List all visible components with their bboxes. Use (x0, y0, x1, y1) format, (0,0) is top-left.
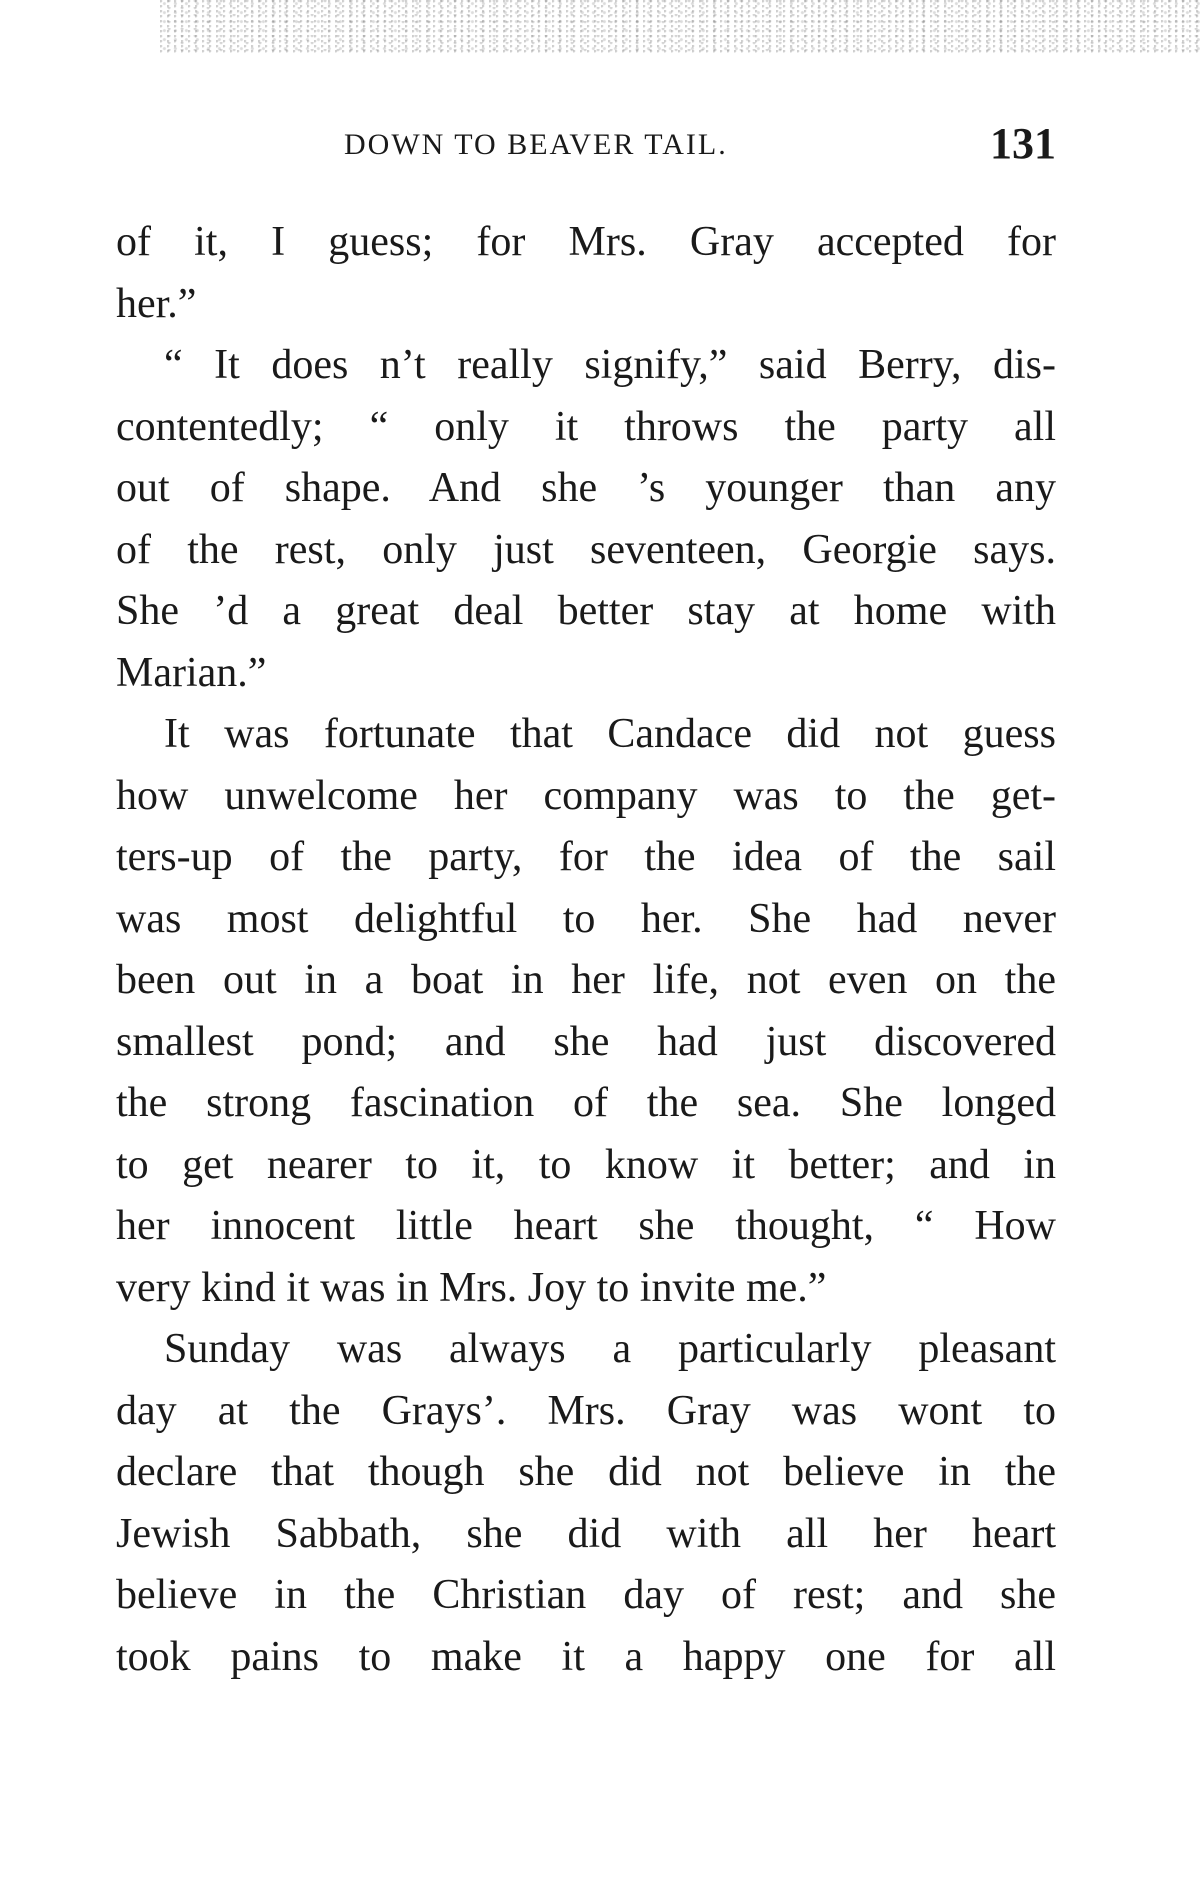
text-line: very kind it was in Mrs. Joy to invite me.” (116, 1264, 827, 1311)
text-line: It was fortunate that Candace did not guess (164, 711, 1056, 757)
text-line: ters-up of the party, for the idea of the sail (116, 834, 1056, 880)
text-line: contentedly; “ only it throws the party all (116, 403, 1056, 450)
text-line: took pains to make it a happy one for all (116, 1633, 1056, 1680)
text-line: declare that though she did not believe in the (116, 1449, 1056, 1495)
text-line: believe in the Christian day of rest; and she (116, 1572, 1056, 1618)
text-line: been out in a boat in her life, not even on the (116, 957, 1056, 1003)
text-line: of the rest, only just seventeen, Georgie says. (116, 526, 1056, 573)
text-line: Marian.” (116, 649, 267, 696)
text-line: was most delightful to her. She had never (116, 895, 1056, 942)
text-line: of it, I guess; for Mrs. Gray accepted for (116, 219, 1056, 265)
text-line: Jewish Sabbath, she did with all her heart (116, 1510, 1056, 1557)
page-header (116, 118, 1056, 168)
page-number: 131 (990, 119, 1056, 168)
text-line: her.” (116, 280, 197, 327)
text-line: She ’d a great deal better stay at home with (116, 588, 1056, 634)
text-line: to get nearer to it, to know it better; and in (116, 1141, 1056, 1188)
running-head: DOWN TO BEAVER TAIL. (344, 128, 728, 161)
text-line: out of shape. And she ’s younger than any (116, 465, 1056, 511)
body-text (116, 212, 1056, 1688)
scan-noise (160, 0, 1200, 55)
text-line: her innocent little heart she thought, “ How (116, 1203, 1056, 1249)
text-line: “ It does n’t really signify,” said Berry, dis- (164, 342, 1056, 388)
text-line: day at the Grays’. Mrs. Gray was wont to (116, 1387, 1056, 1434)
text-line: Sunday was always a particularly pleasant (164, 1326, 1056, 1372)
text-line: the strong fascination of the sea. She longed (116, 1080, 1056, 1126)
text-line: smallest pond; and she had just discovered (116, 1018, 1056, 1065)
text-line: how unwelcome her company was to the get- (116, 772, 1056, 819)
